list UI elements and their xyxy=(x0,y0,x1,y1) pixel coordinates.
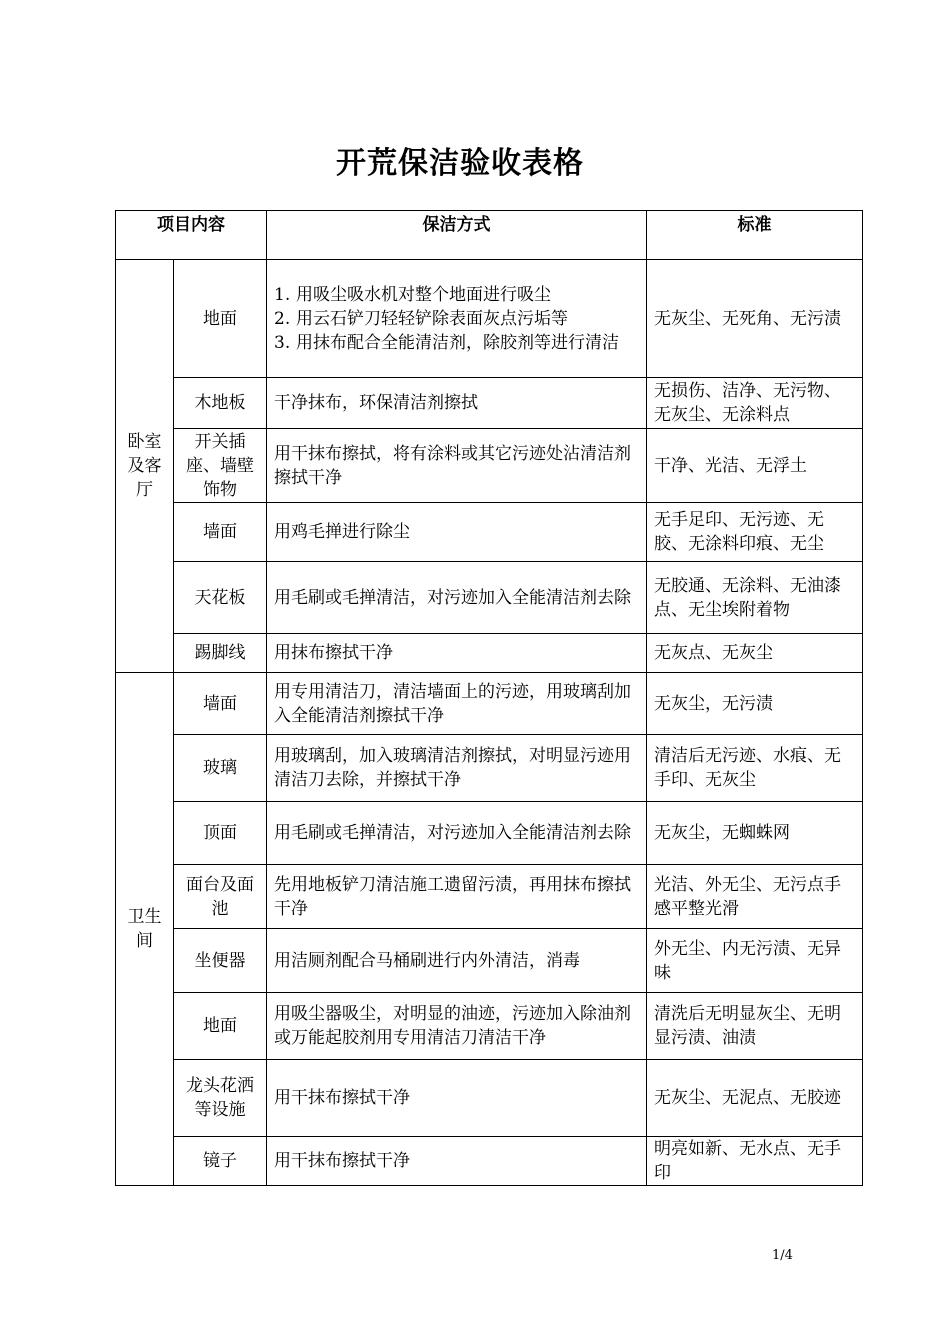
row-method: 用抹布擦拭干净 xyxy=(267,634,647,673)
row-method: 用干抹布擦拭，将有涂料或其它污迹处沾清洁剂擦拭干净 xyxy=(267,429,647,503)
table-row xyxy=(116,1060,863,1137)
row-item: 坐便器 xyxy=(174,929,267,993)
table-row xyxy=(116,1137,863,1186)
row-method: 用专用清洁刀，清洁墙面上的污迹，用玻璃刮加入全能清洁剂擦拭干净 xyxy=(267,673,647,735)
row-item: 龙头花洒等设施 xyxy=(174,1060,267,1137)
table-row xyxy=(116,378,863,429)
header-method: 保洁方式 xyxy=(267,211,647,260)
group-label-bathroom: 卫生间 xyxy=(116,673,174,1186)
row-method: 先用地板铲刀清洁施工遗留污渍，再用抹布擦拭干净 xyxy=(267,865,647,929)
row-method: 用玻璃刮，加入玻璃清洁剂擦拭，对明显污迹用清洁刀去除，并擦拭干净 xyxy=(267,735,647,802)
header-item: 项目内容 xyxy=(116,211,267,260)
row-standard: 无胶通、无涂料、无油漆点、无尘埃附着物 xyxy=(647,562,863,634)
table-row xyxy=(116,634,863,673)
row-item: 地面 xyxy=(174,260,267,378)
row-item: 墙面 xyxy=(174,503,267,562)
header-standard: 标准 xyxy=(647,211,863,260)
table-row xyxy=(116,993,863,1060)
row-standard: 无灰点、无灰尘 xyxy=(647,634,863,673)
table-row xyxy=(116,929,863,993)
table-header-row xyxy=(116,211,863,260)
row-item: 镜子 xyxy=(174,1137,267,1186)
row-method: 用毛刷或毛掸清洁，对污迹加入全能清洁剂去除 xyxy=(267,562,647,634)
row-method: 用毛刷或毛掸清洁，对污迹加入全能清洁剂去除 xyxy=(267,802,647,865)
list-item: 1. 用吸尘吸水机对整个地面进行吸尘 xyxy=(274,284,551,305)
row-standard: 无手足印、无污迹、无胶、无涂料印痕、无尘 xyxy=(647,503,863,562)
table-row xyxy=(116,260,863,378)
inspection-table xyxy=(115,210,863,1186)
row-item: 地面 xyxy=(174,993,267,1060)
row-method: 干净抹布，环保清洁剂擦拭 xyxy=(267,378,647,429)
table-row xyxy=(116,429,863,503)
row-item: 木地板 xyxy=(174,378,267,429)
row-standard: 无灰尘，无蜘蛛网 xyxy=(647,802,863,865)
group-label-bedroom: 卧室及客厅 xyxy=(116,260,174,673)
row-item: 墙面 xyxy=(174,673,267,735)
document-title: 开荒保洁验收表格 xyxy=(336,146,584,181)
row-item: 顶面 xyxy=(174,802,267,865)
table-row xyxy=(116,562,863,634)
row-item: 玻璃 xyxy=(174,735,267,802)
row-standard: 清洗后无明显灰尘、无明显污渍、油渍 xyxy=(647,993,863,1060)
row-method: 用干抹布擦拭干净 xyxy=(267,1060,647,1137)
row-standard: 无灰尘、无死角、无污渍 xyxy=(647,260,863,378)
table-row xyxy=(116,802,863,865)
method-steps xyxy=(274,283,639,355)
row-standard: 外无尘、内无污渍、无异味 xyxy=(647,929,863,993)
row-method: 用鸡毛掸进行除尘 xyxy=(267,503,647,562)
row-item: 面台及面池 xyxy=(174,865,267,929)
table-row xyxy=(116,865,863,929)
row-method: 用吸尘器吸尘，对明显的油迹，污迹加入除油剂或万能起胶剂用专用清洁刀清洁干净 xyxy=(267,993,647,1060)
row-method: 用洁厕剂配合马桶刷进行内外清洁，消毒 xyxy=(267,929,647,993)
list-item: 2. 用云石铲刀轻轻铲除表面灰点污垢等 xyxy=(274,308,568,329)
table-row xyxy=(116,673,863,735)
row-standard: 无灰尘、无泥点、无胶迹 xyxy=(647,1060,863,1137)
row-method xyxy=(267,260,647,378)
table-row xyxy=(116,503,863,562)
row-standard: 干净、光洁、无浮土 xyxy=(647,429,863,503)
row-item: 开关插座、墙壁饰物 xyxy=(174,429,267,503)
list-item: 3. 用抹布配合全能清洁剂，除胶剂等进行清洁 xyxy=(274,332,619,353)
table-row xyxy=(116,735,863,802)
row-item: 踢脚线 xyxy=(174,634,267,673)
row-standard: 清洁后无污迹、水痕、无手印、无灰尘 xyxy=(647,735,863,802)
row-item: 天花板 xyxy=(174,562,267,634)
row-standard: 无损伤、洁净、无污物、无灰尘、无涂料点 xyxy=(647,378,863,429)
row-standard: 光洁、外无尘、无污点手感平整光滑 xyxy=(647,865,863,929)
row-method: 用干抹布擦拭干净 xyxy=(267,1137,647,1186)
row-standard: 无灰尘，无污渍 xyxy=(647,673,863,735)
row-standard: 明亮如新、无水点、无手印 xyxy=(647,1137,863,1186)
page-number: 1/4 xyxy=(772,1248,793,1263)
